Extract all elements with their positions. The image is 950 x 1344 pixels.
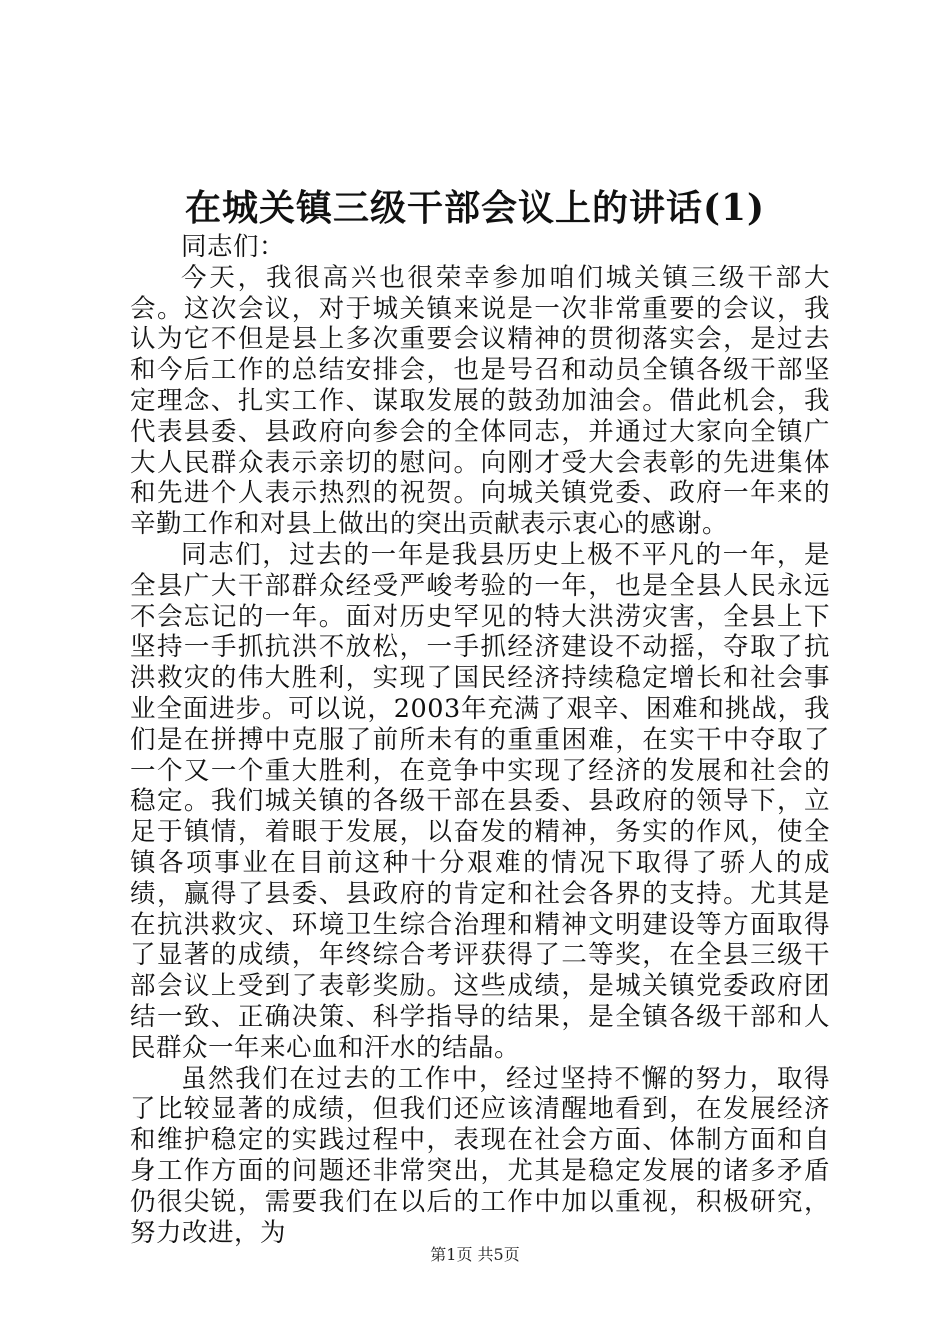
document-body [130,232,830,1248]
paragraph-1: 今天，我很高兴也很荣幸参加咱们城关镇三级干部大会。这次会议，对于城关镇来说是一次非常重要的会议，我认为它不但是县上多次重要会议精神的贯彻落实会，是过去和今后工作的总结安排会，也是号召和动员全镇各级干部坚定理念、扎实工作、谋取发展的鼓劲加油会。借此机会，我代表县委、县政府向参会的全体同志，并通过大家向全镇广大人民群众表示亲切的慰问。向刚才受大会表彰的先进集体和先进个人表示热烈的祝贺。向城关镇党委、政府一年来的辛勤工作和对县上做出的突出贡献表示衷心的感谢。 [130,262,830,540]
paragraph-salutation: 同志们： [181,232,286,262]
page-title: 在城关镇三级干部会议上的讲话(1) [184,187,766,229]
paragraph-2: 同志们，过去的一年是我县历史上极不平凡的一年，是全县广大干部群众经受严峻考验的一年，也是全县人民永远不会忘记的一年。面对历史罕见的特大洪涝灾害，全县上下坚持一手抓抗洪不放松，一手抓经济建设不动摇，夺取了抗洪救灾的伟大胜利，实现了国民经济持续稳定增长和社会事业全面进步。可以说，2003年充满了艰辛、困难和挑战，我们是在拼搏中克服了前所未有的重重困难，在实干中夺取了一个又一个重大胜利，在竞争中实现了经济的发展和社会的稳定。我们城关镇的各级干部在县委、县政府的领导下，立足于镇情，着眼于发展，以奋发的精神，务实的作风，使全镇各项事业在目前这种十分艰难的情况下取得了骄人的成绩，赢得了县委、县政府的肯定和社会各界的支持。尤其是在抗洪救灾、环境卫生综合治理和精神文明建设等方面取得了显著的成绩，年终综合考评获得了二等奖，在全县三级干部会议上受到了表彰奖励。这些成绩，是城关镇党委政府团结一致、正确决策、科学指导的结果，是全镇各级干部和人民群众一年来心血和汗水的结晶。 [130,539,830,1063]
paragraph-3: 虽然我们在过去的工作中，经过坚持不懈的努力，取得了比较显著的成绩，但我们还应该清醒地看到，在发展经济和维护稳定的实践过程中，表现在社会方面、体制方面和自身工作方面的问题还非常突出，尤其是稳定发展的诸多矛盾仍很尖锐，需要我们在以后的工作中加以重视，积极研究，努力改进，为 [130,1063,830,1248]
page-footer: 第1页 共5页 [430,1245,520,1264]
